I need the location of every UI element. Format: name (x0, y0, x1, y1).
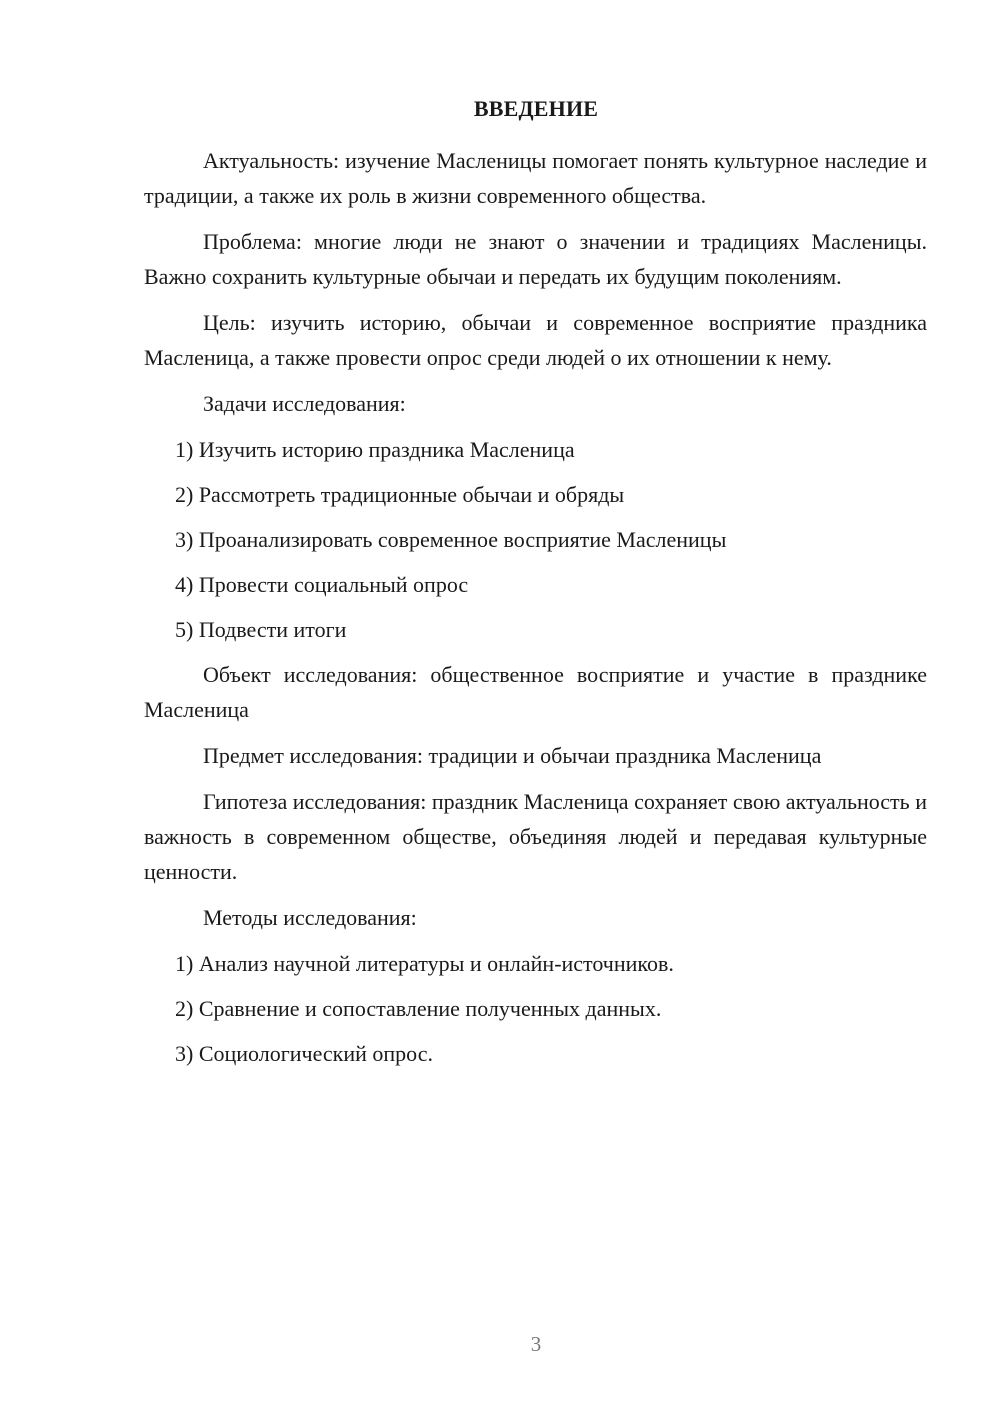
list-item: 1) Анализ научной литературы и онлайн-источников. (175, 951, 674, 976)
list-item: 5) Подвести итоги (175, 617, 347, 642)
tasks-heading: Задачи исследования: (203, 391, 406, 416)
document-body (144, 143, 927, 1081)
list-item: 4) Провести социальный опрос (175, 572, 469, 597)
page-number: 3 (530, 1332, 542, 1356)
list-item: 2) Рассмотреть традиционные обычаи и обряды (175, 482, 625, 507)
list-item: 3) Проанализировать современное восприятие Масленицы (175, 527, 727, 552)
methods-list (144, 946, 927, 1071)
tasks-list (144, 432, 927, 647)
list-item: 2) Сравнение и сопоставление полученных данных. (175, 996, 662, 1021)
list-item: 1) Изучить историю праздника Масленица (175, 437, 575, 462)
goal-paragraph: Цель: изучить историю, обычаи и современное восприятие праздника Масленица, а также провести опрос среди людей о их отношении к нему. (144, 310, 927, 370)
subject-paragraph: Предмет исследования: традиции и обычаи праздника Масленица (203, 743, 822, 768)
problem-paragraph: Проблема: многие люди не знают о значении и традициях Масленицы. Важно сохранить культурные обычаи и передать их будущим поколениям. (144, 229, 927, 289)
section-title: ВВЕДЕНИЕ (473, 96, 599, 121)
hypothesis-paragraph: Гипотеза исследования: праздник Масленица сохраняет свою актуальность и важность в современном обществе, объединяя людей и передавая культурные ценности. (144, 789, 927, 884)
relevance-paragraph: Актуальность: изучение Масленицы помогает понять культурное наследие и традиции, а также их роль в жизни современного общества. (144, 148, 927, 208)
object-paragraph: Объект исследования: общественное восприятие и участие в празднике Масленица (144, 662, 927, 722)
list-item: 3) Социологический опрос. (175, 1041, 433, 1066)
methods-heading: Методы исследования: (203, 905, 417, 930)
